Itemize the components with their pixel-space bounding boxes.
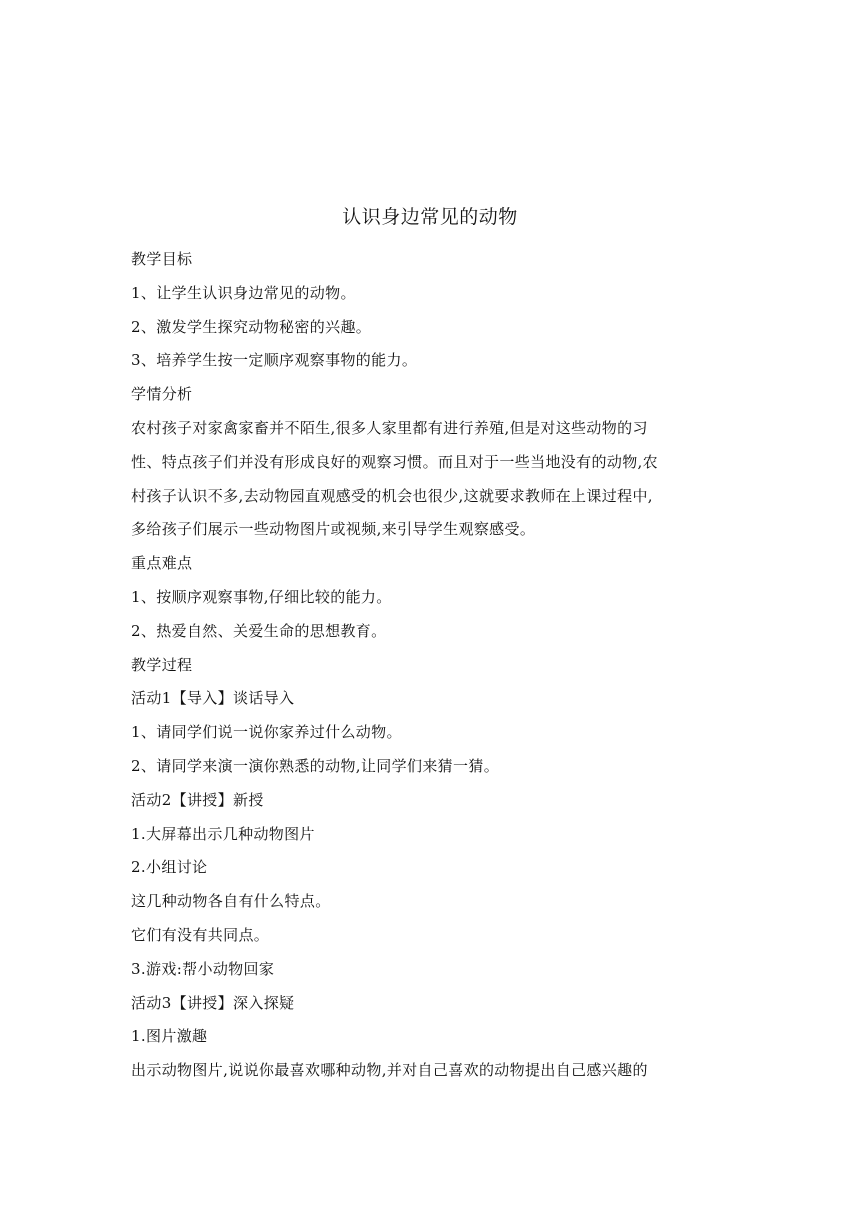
heading-teaching-process: 教学过程 xyxy=(131,655,193,674)
analysis-line-3: 村孩子认识不多,去动物园直观感受的机会也很少,这就要求教师在上课过程中, xyxy=(131,486,653,505)
activity-3-item-1: 1.图片激趣 xyxy=(131,1027,208,1046)
heading-student-analysis: 学情分析 xyxy=(131,385,193,404)
heading-teaching-goals: 教学目标 xyxy=(131,250,193,268)
heading-key-points: 重点难点 xyxy=(131,554,193,573)
activity-3-detail-1: 出示动物图片,说说你最喜欢哪种动物,并对自己喜欢的动物提出自己感兴趣的 xyxy=(131,1061,648,1080)
document-title: 认识身边常见的动物 xyxy=(342,206,518,228)
key-point-2: 2、热爱自然、关爱生命的思想教育。 xyxy=(131,621,387,640)
goal-item-1: 1、让学生认识身边常见的动物。 xyxy=(131,283,356,302)
goal-item-3: 3、培养学生按一定顺序观察事物的能力。 xyxy=(131,351,418,370)
activity-2-item-1: 1.大屏幕出示几种动物图片 xyxy=(131,824,315,843)
goal-item-2: 2、激发学生探究动物秘密的兴趣。 xyxy=(131,317,372,336)
activity-1-heading: 活动1【导入】谈话导入 xyxy=(131,689,295,708)
activity-2-item-3: 3.游戏:帮小动物回家 xyxy=(131,959,275,978)
key-point-1: 1、按顺序观察事物,仔细比较的能力。 xyxy=(131,587,392,606)
activity-2-detail-2: 它们有没有共同点。 xyxy=(131,925,270,944)
activity-2-item-2: 2.小组讨论 xyxy=(131,858,208,877)
document-body xyxy=(131,243,735,1088)
analysis-line-1: 农村孩子对家禽家畜并不陌生,很多人家里都有进行养殖,但是对这些动物的习 xyxy=(131,418,648,437)
activity-2-detail-1: 这几种动物各自有什么特点。 xyxy=(131,892,331,911)
activity-2-heading: 活动2【讲授】新授 xyxy=(131,790,264,809)
analysis-line-4: 多给孩子们展示一些动物图片或视频,来引导学生观察感受。 xyxy=(131,520,536,539)
activity-1-item-2: 2、请同学来演一演你熟悉的动物,让同学们来猜一猜。 xyxy=(131,756,500,775)
activity-1-item-1: 1、请同学们说一说你家养过什么动物。 xyxy=(131,723,402,742)
analysis-line-2: 性、特点孩子们并没有形成良好的观察习惯。而且对于一些当地没有的动物,农 xyxy=(131,452,659,471)
activity-3-heading: 活动3【讲授】深入探疑 xyxy=(131,993,295,1012)
